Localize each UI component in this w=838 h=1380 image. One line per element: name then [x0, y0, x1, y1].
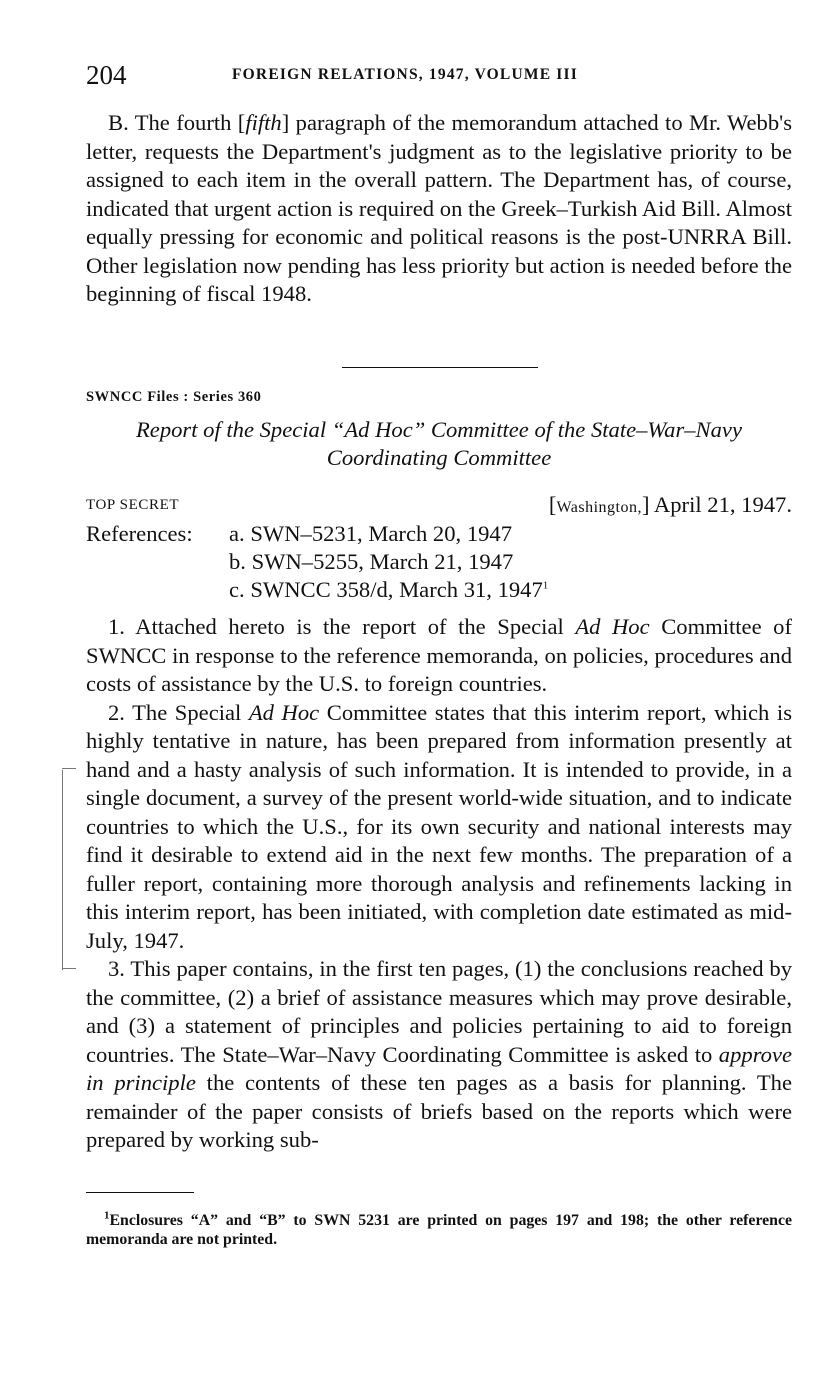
page-number: 204	[86, 60, 127, 90]
references-label: References:	[86, 521, 193, 546]
reference-item-c-text: c. SWNCC 358/d, March 31, 1947	[229, 577, 543, 602]
reference-item-b: b. SWN–5255, March 21, 1947	[229, 549, 514, 574]
margin-bracket-top	[62, 768, 76, 769]
running-title: FOREIGN RELATIONS, 1947, VOLUME III	[232, 66, 578, 83]
dateline-date: April 21, 1947.	[649, 492, 792, 517]
source-citation: SWNCC Files : Series 360	[86, 389, 262, 405]
document-title-line-2: Coordinating Committee	[326, 445, 552, 470]
footnote	[86, 1211, 792, 1249]
paragraph-2-text-2: Committee states that this interim report, which is highly tentative in nature, has been prepared from information presently at hand and a hasty analysis of such information. It is intended to provide, in a single document, a survey of the present world-wide situation, and to indicate countries to which the U.S., for its own security and national interests may find it desirable to extend aid in the next few months. The preparation of a fuller report, containing more thorough analysis and refinements lacking in this interim report, has been initiated, with completion date estimated as mid-July, 1947.	[86, 699, 792, 953]
main-paragraphs	[86, 613, 792, 1155]
document-title-line-1: Report of the Special “Ad Hoc” Committee of the State–War–Navy	[136, 417, 742, 442]
paragraph-b	[86, 109, 792, 309]
paragraph-1-italic: Ad Hoc	[575, 614, 650, 639]
document-title	[86, 416, 792, 472]
paragraph-b-text-2: ] paragraph of the memorandum attached to Mr. Webb's letter, requests the Department's judgment as to the legislative priority to be assigned to each item in the overall pattern. The Department has, of course, indicated that urgent action is required on the Greek–Turkish Aid Bill. Almost equally pressing for economic and political reasons is the post-UNRRA Bill. Other legislation now pending has less priority but action is needed before the beginning of fiscal 1948.	[86, 110, 792, 306]
margin-bracket-bottom	[62, 968, 76, 969]
section-divider	[342, 367, 538, 368]
paragraph-3-italic: approve in principle	[86, 1041, 792, 1095]
paragraph-2-italic: Ad Hoc	[248, 699, 320, 725]
footnote-reference-mark: 1	[542, 579, 549, 592]
footnote-rule	[86, 1192, 194, 1193]
dateline-bracket-open: [	[548, 492, 557, 517]
paragraph-b-text-1: B. The fourth [	[108, 110, 246, 135]
paragraph-2	[86, 699, 792, 956]
running-header	[86, 60, 792, 96]
footnote-mark: 1	[104, 1209, 110, 1222]
paragraph-b-editorial-insert: fifth	[245, 110, 282, 135]
margin-bracket-mark	[62, 770, 77, 970]
reference-item-a: a. SWN–5231, March 20, 1947	[229, 521, 513, 546]
paragraph-3-text-1: 3. This paper contains, in the first ten pages, (1) the conclusions reached by the committee, (2) a brief of assistance measures which may prove desirable, and (3) a statement of principles and policies pertaining to aid to foreign countries. The State–War–Navy Coordinating Committee is asked to	[86, 956, 792, 1067]
paragraph-1-text-1: 1. Attached hereto is the report of the Special	[108, 614, 576, 639]
paragraph-2-text-1: 2. The Special	[108, 699, 249, 725]
dateline-place: Washington,	[556, 499, 642, 516]
paragraph-1-text-2: Committee of SWNCC in response to the reference memoranda, on policies, procedures and costs of assistance by the U.S. to foreign countries.	[86, 614, 792, 696]
dateline	[549, 492, 792, 518]
classification-label: TOP SECRET	[86, 497, 180, 513]
paragraph-1	[86, 613, 792, 699]
dateline-bracket-close: ]	[642, 492, 650, 517]
paragraph-3	[86, 955, 792, 1155]
footnote-text: Enclosures “A” and “B” to SWN 5231 are printed on pages 197 and 198; the other reference memoranda are not printed.	[86, 1212, 792, 1248]
reference-item-c	[229, 576, 548, 605]
paragraph-3-text-2: the contents of these ten pages as a basis for planning. The remainder of the paper consists of briefs based on the reports which were prepared by working sub-	[86, 1070, 792, 1152]
